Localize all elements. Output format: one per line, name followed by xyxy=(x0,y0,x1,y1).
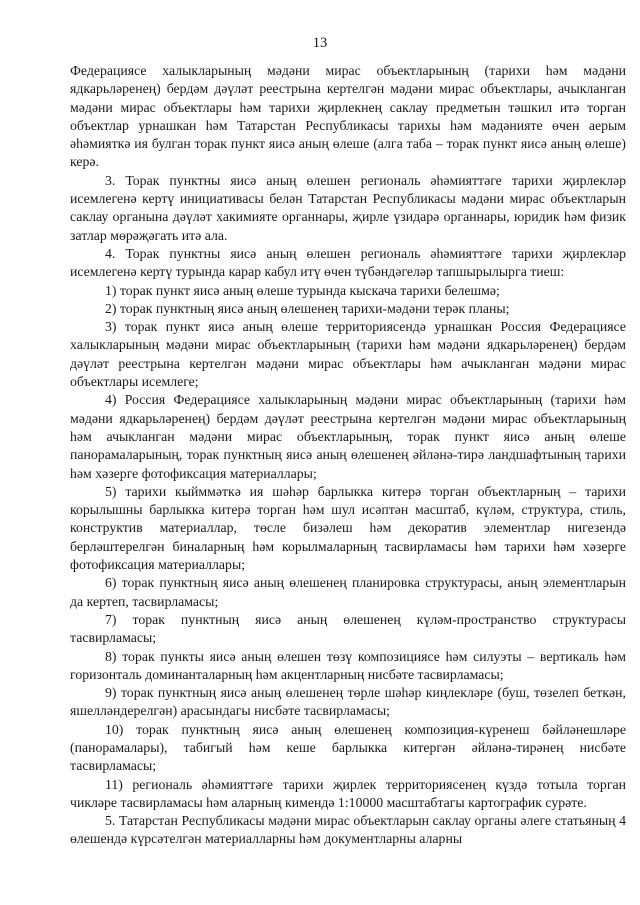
paragraph: 2) торак пунктның яисә аның өлешенең тарихи-мәдәни терәк планы; xyxy=(105,300,510,316)
paragraph: 5) тарихи кыйммәткә ия шәһәр барлыкка китерә торган объектларның – тарихи корылышны барлыкка китерә торган һәм шул исәптән масштаб, күләм, структура, стиль, конструктив материаллар, төсле бизәлеш һәм декоратив элементлар нигезендә берләштерелгән биналарның һәм корылмаларның тасвирламасы һәм тарихи һәм хәзерге фотофиксация материаллары; xyxy=(70,483,626,573)
paragraph: 8) торак пункты яисә аның өлешен төзү композициясе һәм силуэты – вертикаль һәм горизонталь доминанталарның һәм акцентларның нисбәте тасвирламасы; xyxy=(70,648,626,682)
paragraph: 10) торак пунктның яисә аның өлешенең композиция-күренеш бәйләнешләре (панорамалары), табигый һәм кеше барлыкка китергән әйләнә-тирәнең нисбәте тасвирламасы; xyxy=(70,721,626,774)
paragraph: 11) региональ әһәмияттәге тарихи җирлек территориясенең күздә тотыла торган чикләре тасвирламасы һәм аларның кимендә 1:10000 масштабтагы картографик сурәте. xyxy=(70,776,626,810)
paragraph: 7) торак пунктның яисә аның өлешенең күләм-пространство структурасы тасвирламасы; xyxy=(70,611,626,646)
paragraph: 9) торак пунктның яисә аның өлешенең төрле шәһәр киңлекләре (буш, төзелеп беткән, яшелләндерелгән) арасындагы нисбәте тасвирламасы; xyxy=(70,685,626,719)
paragraph: Федерациясе халыкларының мәдәни мирас объектларының (тарихи һәм мәдәни ядкарьләренең) бердәм дәүләт реестрына кертелгән мәдәни мирас объектлары, ачыкланган мәдәни мирас объектлары һәм тарихи җирлекнең саклау предметын тәшкил итә торган объектлар урнашкан һәм Татарстан Республикасы тарихы һәм мәдәнияте өчен аерым әһәмияткә ия булган торак пункт яисә аның өлеше (алга таба – торак пункт яисә аның өлеше) керә. xyxy=(70,63,626,170)
paragraph: 4. Торак пунктны яисә аның өлешен региональ әһәмияттәге тарихи җирлекләр исемлегенә кертү турында карар кабул итү өчен түбәндәгеләр тапшырылырга тиеш: xyxy=(70,245,626,280)
paragraph: 3. Торак пунктны яисә аның өлешен региональ әһәмияттәге тарихи җирлекләр исемлегенә кертү инициативасы белән Татарстан Республикасы мәдәни мирас объектларын саклау органына дәүләт хакимияте органнары, җирле үзидарә органнары, юридик һәм физик затлар мөрәҗәгать итә ала. xyxy=(70,172,626,243)
document-body xyxy=(70,62,626,849)
paragraph: 4) Россия Федерациясе халыкларының мәдәни мирас объектларының (тарихи һәм мәдәни ядкарьләренең) бердәм дәүләт реестрына кертелгән мәдәни мирас объектларының һәм ачыкланган мәдәни мирас объектларының, торак пункт яисә аның өлеше панорамаларының, торак пунктның яисә аның өлешенең әйләнә-тирә ландшафтының тарихи һәм хәзерге фотофиксация материаллары; xyxy=(70,392,626,481)
paragraph: 1) торак пункт яисә аның өлеше турында кыскача тарихи белешмә; xyxy=(105,282,500,298)
paragraph: 6) торак пунктның яисә аның өлешенең планировка структурасы, аның элементларын да кертеп, тасвирламасы; xyxy=(70,575,626,609)
paragraph: 3) торак пункт яисә аның өлеше территориясендә урнашкан Россия Федерациясе халыкларының мәдәни мирас объектларының (тарихи һәм мәдәни ядкарьләренең) бердәм дәүләт реестрына кертелгән мәдәни мирас объектлары һәм ачыкланган мәдәни мирас объектлары исемлеге; xyxy=(70,319,626,390)
paragraph: 5. Татарстан Республикасы мәдәни мирас объектларын саклау органы әлеге статьяның 4 өлешендә күрсәтелгән материалларны һәм документларны аларны xyxy=(70,813,626,847)
page-number: 13 xyxy=(312,35,328,51)
